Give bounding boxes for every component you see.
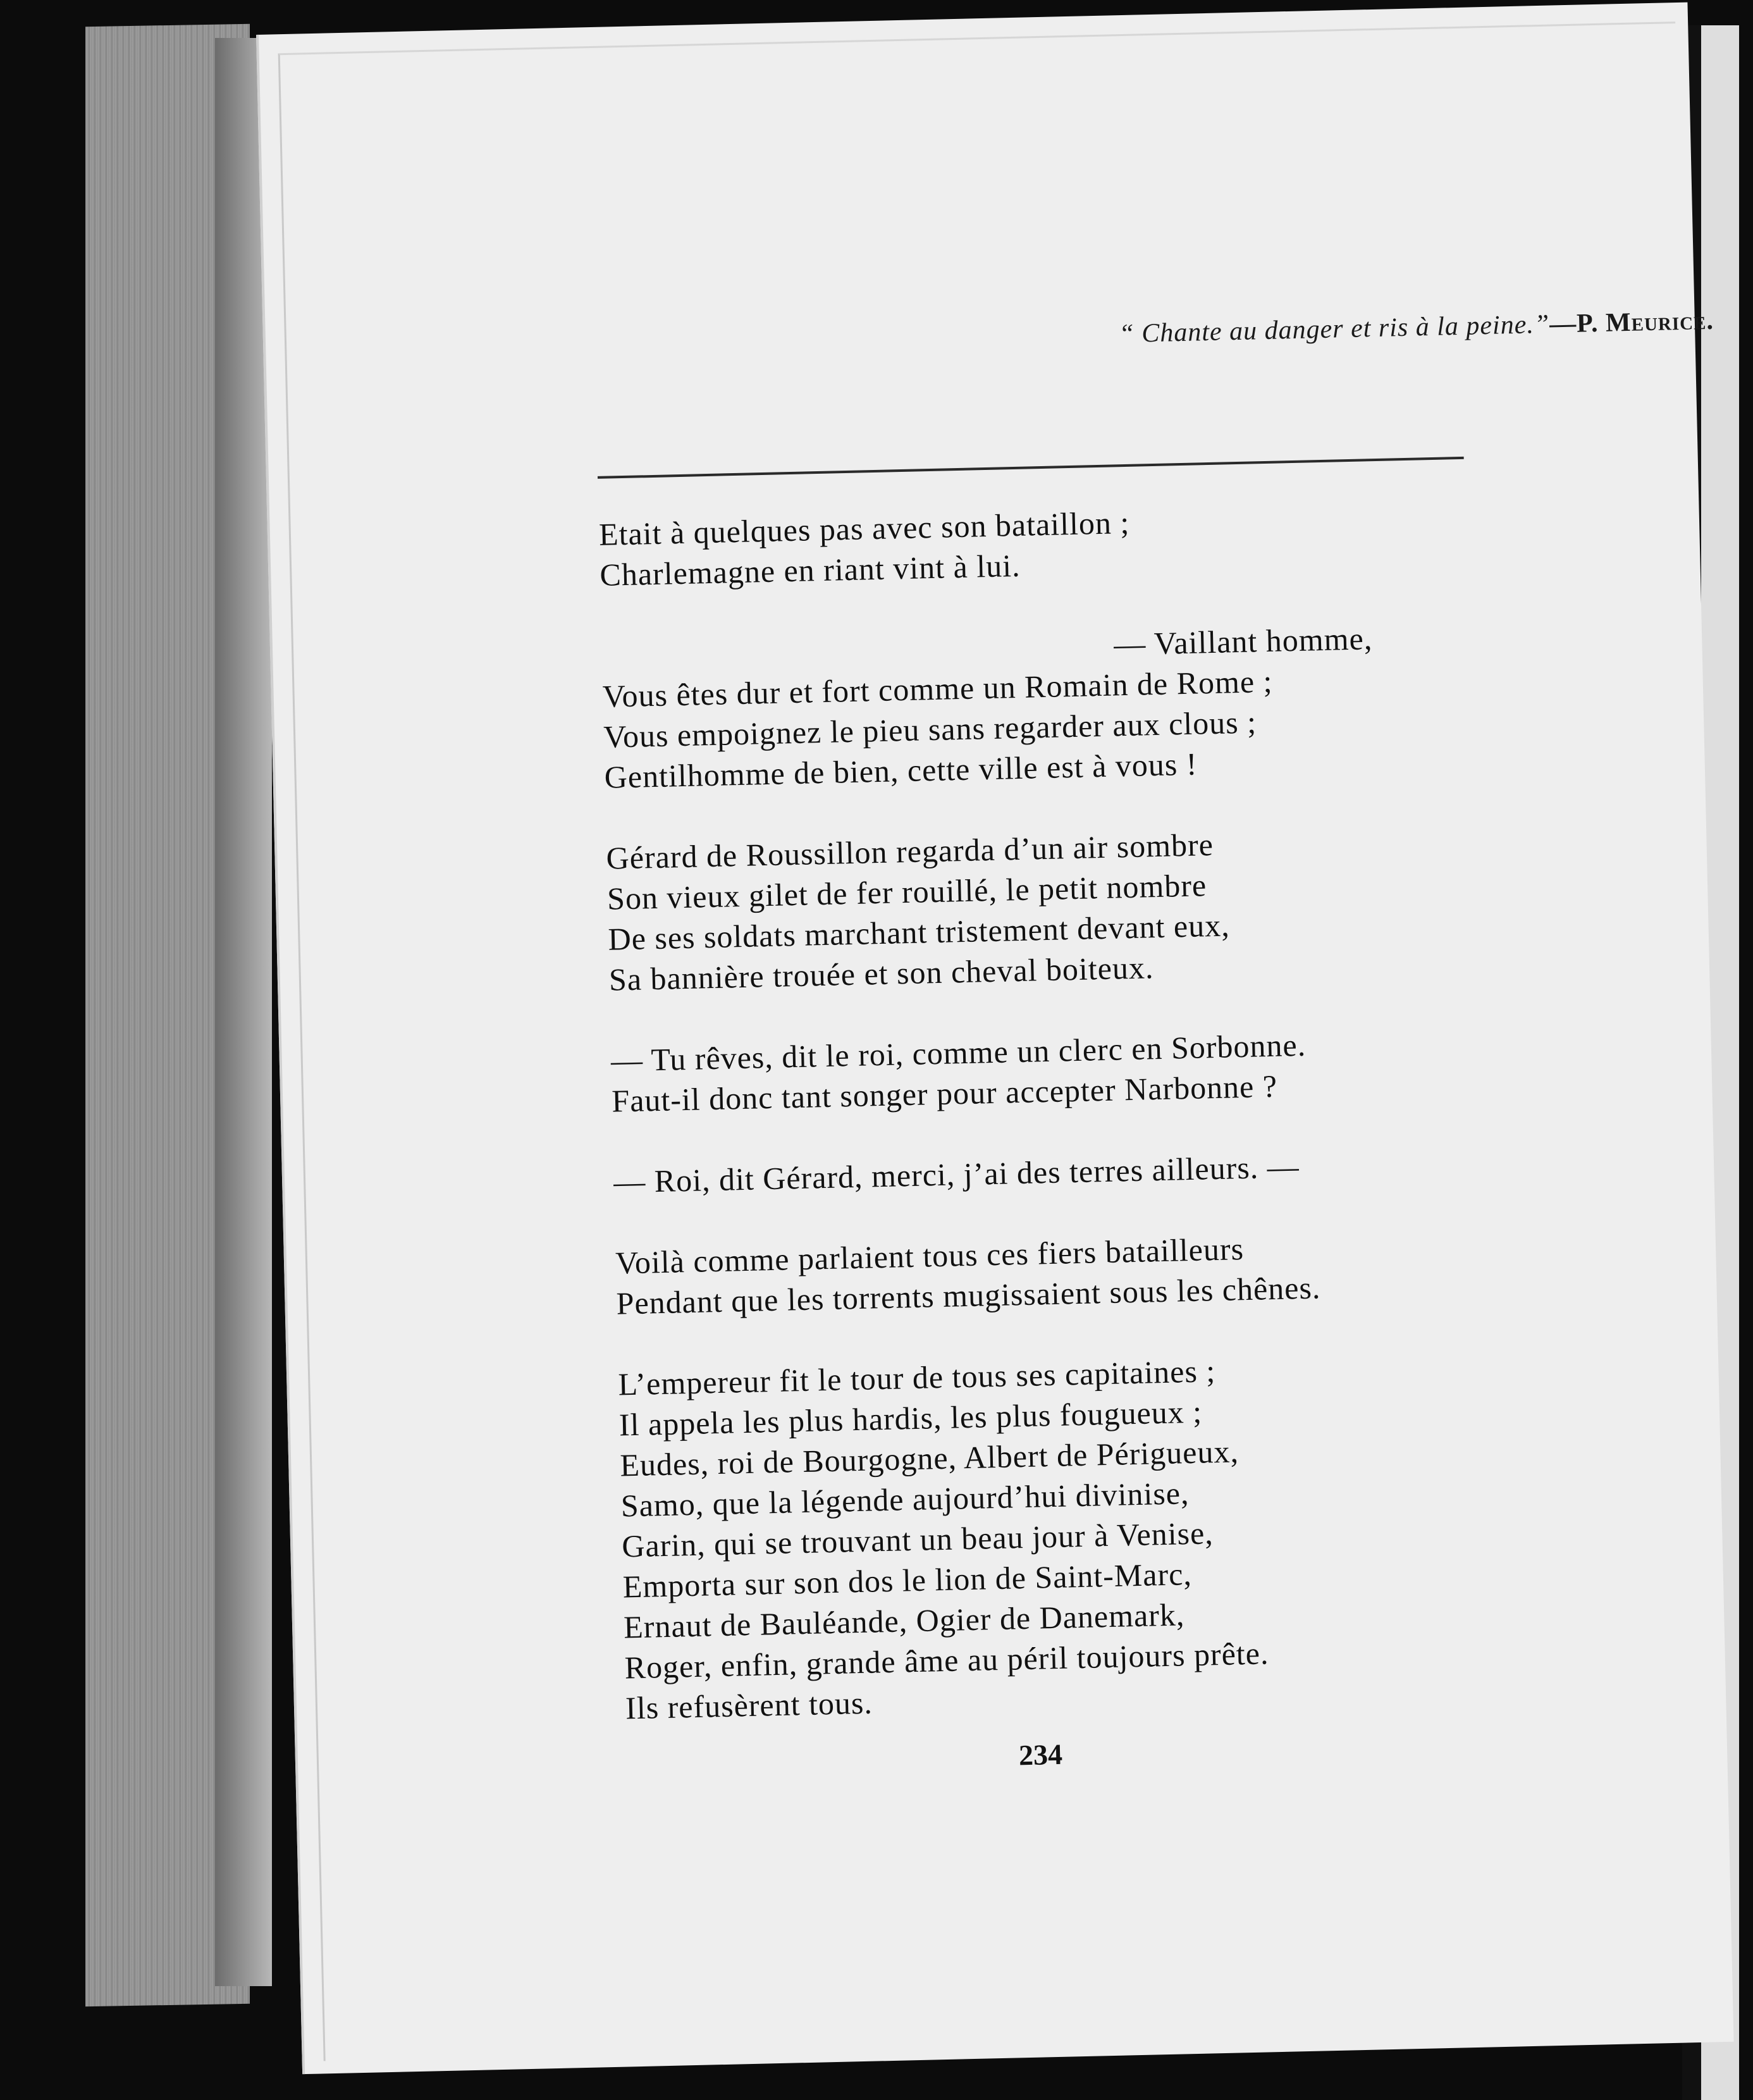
poem-line: Charlemagne en riant vint à lui. [599,547,1021,593]
stanza [618,1341,1638,1728]
poem-line: Vous êtes dur et fort comme un Romain de Rome ; [602,663,1274,714]
poem-line: — Tu rêves, dit le roi, comme un clerc en Sorbonne. [610,1027,1307,1078]
page-number: 234 [1018,1738,1063,1772]
poem-line: Roger, enfin, grande âme au péril toujours prête. [624,1635,1269,1686]
epigraph-author-prefix: —P. [1549,308,1606,339]
poem-line: Emporta sur son dos le lion de Saint-Marc, [622,1556,1193,1605]
poem-line: Etait à quelques pas avec son bataillon ; [598,504,1130,552]
poem-line: Gérard de Roussillon regarda d’un air sombre [606,826,1214,876]
poem-line: De ses soldats marchant tristement devant eux, [607,907,1231,957]
poem-line: Faut-il donc tant songer pour accepter Narbonne ? [611,1068,1278,1119]
poem-line: Ils refusèrent tous. [625,1684,873,1726]
epigraph-author-name: Meurice. [1605,306,1714,338]
stanza [610,1017,1623,1121]
poem-line: Ernaut de Bauléande, Ogier de Danemark, [623,1597,1185,1645]
poem-line: Samo, que la légende aujourd’hui divinise, [620,1475,1190,1524]
poem-text [598,491,1639,1769]
stanza [613,1139,1626,1202]
epigraph-quote: “ Chante au danger et ris à la peine.” [1118,309,1550,349]
stanza [606,815,1621,999]
poem-line: L’empereur fit le tour de tous ses capitaines ; [617,1353,1216,1402]
stanza [602,653,1616,798]
poem-line: Il appela les plus hardis, les plus fougueux ; [618,1393,1203,1443]
poem-line: — Roi, dit Gérard, merci, j’ai des terres ailleurs. — [613,1149,1300,1200]
poem-line: Pendant que les torrents mugissaient sous les chênes. [616,1269,1321,1321]
poem-line: Son vieux gilet de fer rouillé, le petit nombre [606,867,1207,917]
poem-line: Vous empoignez le pieu sans regarder aux clous ; [603,704,1257,755]
poem-line: Gentilhomme de bien, cette ville est à vous ! [604,746,1198,795]
poem-line: Voilà comme parlaient tous ces fiers batailleurs [615,1231,1245,1281]
book-page [256,3,1734,2075]
stanza [615,1220,1628,1323]
poem-line: Sa bannière trouée et son cheval boiteux. [608,949,1154,998]
poem-line: Garin, qui se trouvant un beau jour à Venise, [621,1515,1214,1564]
poem-line: Eudes, roi de Bourgogne, Albert de Périgueux, [619,1433,1239,1483]
poem-line: — Vaillant homme, [1113,621,1373,662]
